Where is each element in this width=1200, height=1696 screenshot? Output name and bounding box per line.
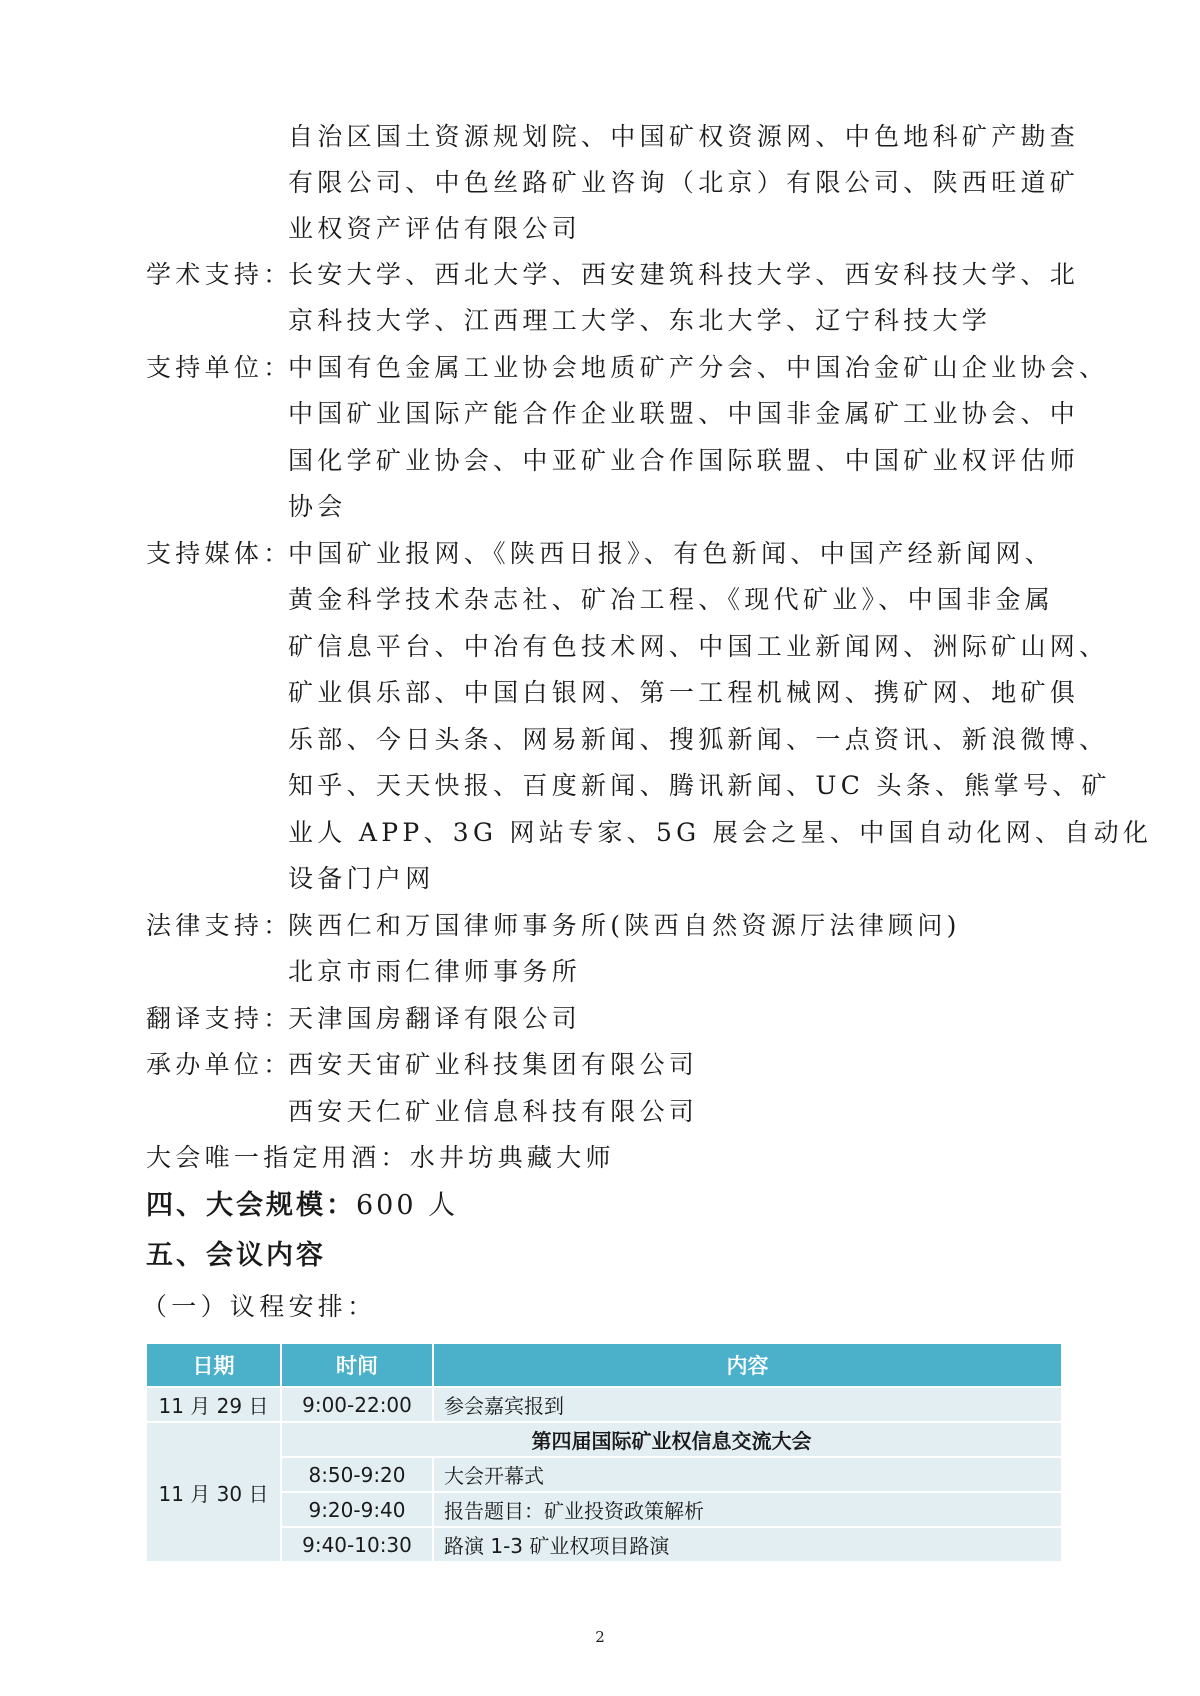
column-header-content: 内容 [434,1344,1061,1386]
support-media-line: 知乎、天天快报、百度新闻、腾讯新闻、UC 头条、熊掌号、矿 [288,771,1111,800]
support-media-label: 支持媒体： [146,539,293,568]
conference-scale-value: 600 人 [356,1190,459,1221]
date-cell: 11 月 29 日 [147,1388,280,1421]
agenda-table [145,1342,1063,1563]
agenda-heading: （一）议程安排： [142,1292,377,1321]
time-cell: 9:00-22:00 [282,1388,432,1421]
meeting-content-heading: 五、会议内容 [146,1240,326,1271]
support-units-line: 国化学矿业协会、中亚矿业合作国际联盟、中国矿业权评估师 [288,446,1080,475]
translation-support-line: 天津国房翻译有限公司 [288,1004,582,1033]
academic-support-line: 京科技大学、江西理工大学、东北大学、辽宁科技大学 [288,306,992,335]
support-media-line: 中国矿业报网、《陕西日报》、有色新闻、中国产经新闻网、 [288,539,1055,568]
content-cell: 大会开幕式 [434,1458,1061,1491]
table-row [147,1458,1061,1491]
continuation-line: 自治区国土资源规划院、中国矿权资源网、中色地科矿产勘查 [288,122,1080,151]
time-cell: 8:50-9:20 [282,1458,432,1491]
organizer-line: 西安天仁矿业信息科技有限公司 [288,1097,699,1126]
support-media-line: 黄金科学技术杂志社、矿冶工程、《现代矿业》、中国非金属 [288,585,1055,614]
content-cell: 报告题目：矿业投资政策解析 [434,1493,1061,1526]
legal-support-line: 陕西仁和万国律师事务所(陕西自然资源厅法律顾问) [288,911,961,940]
support-units-line: 协会 [288,492,347,521]
column-header-time: 时间 [282,1344,432,1386]
academic-support-line: 长安大学、西北大学、西安建筑科技大学、西安科技大学、北 [288,260,1080,289]
content-cell: 路演 1-3 矿业权项目路演 [434,1528,1061,1561]
designated-liquor-line: 大会唯一指定用酒：水井坊典藏大师 [146,1143,615,1172]
translation-support-label: 翻译支持： [146,1004,293,1033]
conference-scale-label: 四、大会规模： [146,1190,356,1221]
academic-support-label: 学术支持： [146,260,293,289]
content-cell: 参会嘉宾报到 [434,1388,1061,1421]
time-cell: 9:40-10:30 [282,1528,432,1561]
time-cell: 9:20-9:40 [282,1493,432,1526]
table-header-row [147,1344,1061,1386]
organizer-label: 承办单位： [146,1050,293,1079]
support-units-line: 中国矿业国际产能合作企业联盟、中国非金属矿工业协会、中 [288,399,1080,428]
table-row [147,1528,1061,1561]
date-cell: 11 月 30 日 [147,1423,280,1561]
table-row [147,1388,1061,1421]
table-row [147,1423,1061,1456]
support-media-line: 乐部、今日头条、网易新闻、搜狐新闻、一点资讯、新浪微博、 [288,725,1109,754]
support-units-label: 支持单位： [146,353,293,382]
conference-banner-cell: 第四届国际矿业权信息交流大会 [282,1423,1061,1456]
legal-support-line: 北京市雨仁律师事务所 [288,957,582,986]
column-header-date: 日期 [147,1344,280,1386]
support-media-line: 业人 APP、3G 网站专家、5G 展会之星、中国自动化网、自动化 [288,818,1153,847]
continuation-line: 有限公司、中色丝路矿业咨询（北京）有限公司、陕西旺道矿 [288,168,1080,197]
continuation-line: 业权资产评估有限公司 [288,214,582,243]
organizer-line: 西安天宙矿业科技集团有限公司 [288,1050,699,1079]
support-units-line: 中国有色金属工业协会地质矿产分会、中国冶金矿山企业协会、 [288,353,1109,382]
table-row [147,1493,1061,1526]
conference-scale-heading [146,1190,458,1222]
page-number: 2 [595,1628,605,1646]
legal-support-label: 法律支持： [146,911,293,940]
support-media-line: 设备门户网 [288,864,435,893]
support-media-line: 矿业俱乐部、中国白银网、第一工程机械网、携矿网、地矿俱 [288,678,1080,707]
support-media-line: 矿信息平台、中冶有色技术网、中国工业新闻网、洲际矿山网、 [288,632,1109,661]
